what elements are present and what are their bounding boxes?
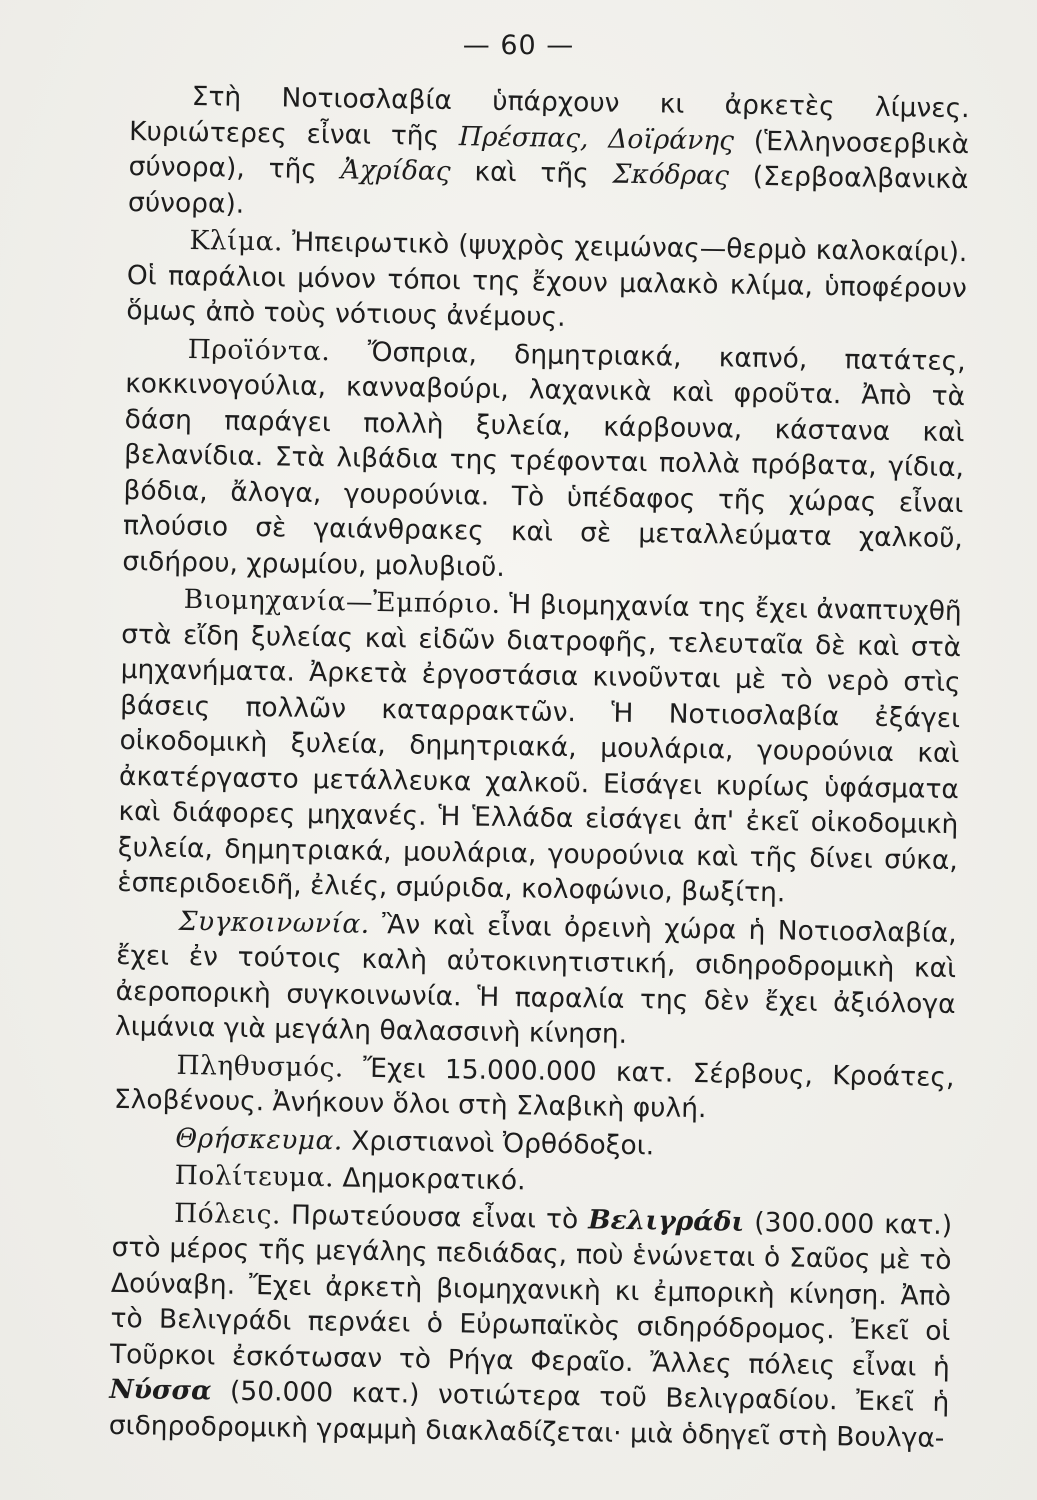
communication-heading: Συγκοινωνία. bbox=[178, 905, 370, 940]
paragraph-communication bbox=[115, 902, 957, 1057]
paragraph-products bbox=[122, 330, 966, 592]
products-text: Ὄσπρια, δημητριακά, καπνό, πατάτες, κοκκινογούλια, κανναβούρι, λαχανικὰ καὶ φροῦτα. Ἀπὸ τὰ δάση παράγει πολλὴ ξυλεία, κάρβουνα, κάστανα καὶ βελανίδια. Στὰ λιβάδια της τρέφονται πολλὰ πρόβατα, γίδια, βόδια, ἄλογα, γουρούνια. Τὸ ὑπέδαφος τῆς χώρας εἶναι πλούσιο σὲ γαιάνθρακες καὶ σὲ μεταλλεύματα χαλκοῦ, σιδήρου, χρωμίου, μολυβιοῦ. bbox=[122, 335, 966, 583]
city-name-nis: Νύσσα bbox=[109, 1373, 212, 1407]
cities-text-1: Πρωτεύουσα εἶναι τὸ bbox=[280, 1199, 589, 1235]
climate-heading: Κλίμα. bbox=[189, 224, 284, 258]
paragraph-industry bbox=[117, 581, 962, 914]
religion-heading: Θρήσκευμα. bbox=[175, 1122, 344, 1156]
industry-text: Ἡ βιομηχανία της ἔχει ἀναπτυχθῆ στὰ εἴδη ξυλείας καὶ εἰδῶν διατροφῆς, τελευταῖα δὲ καὶ στὰ μηχανήματα. Ἀρκετὰ ἐργοστάσια κινοῦνται μὲ τὸ νερὸ στὶς βάσεις πολλῶν καταρρακτῶν. Ἡ Νοτιοσλαβία ἐξάγει οἰκοδομικὴ ξυλεία, δημητριακά, μουλάρια, γουρούνια καὶ ἀκατέργαστο μετάλλευκα χαλκοῦ. Εἰσάγει κυρίως ὑφάσματα καὶ διάφορες μηχανές. Ἡ Ἑλλάδα εἰσάγει ἀπ' ἐκεῖ οἰκοδομικὴ ξυλεία, δημητριακά, μουλάρια, γουρούνια καὶ τῆς δίνει σύκα, ἑσπεριδοειδῆ, ἐλιές, σμύριδα, κολοφώνιο, βωξίτη. bbox=[117, 588, 962, 909]
cities-text-3: (50.000 κατ.) νοτιώτερα τοῦ Βελιγραδίου. Ἐκεῖ ἡ σιδηροδρομικὴ γραμμὴ διακλαδίζεται· μιὰ ὁδηγεῖ στὴ Βουλγα- bbox=[108, 1375, 950, 1454]
government-heading: Πολίτευμα. bbox=[174, 1159, 335, 1194]
industry-heading: Βιομηχανία—Ἐμπόριο. bbox=[183, 583, 501, 620]
city-name-belgrade: Βελιγράδι bbox=[588, 1203, 745, 1238]
paragraph-climate bbox=[126, 222, 968, 342]
paragraph-population bbox=[114, 1046, 955, 1130]
lakes-text-2: (Ἑλληνοσερβικὰ σύνορα), τῆς bbox=[128, 124, 970, 186]
cities-text-2: (300.000 κατ.) στὸ μέρος τῆς μεγάλης πεδιάδας, ποὺ ἑνώνεται ὁ Σαῦος μὲ τὸ Δούναβη. Ἔχει ἀρκετὴ βιομηχανικὴ κι ἐμπορικὴ κίνηση. Ἀπὸ τὸ Βελιγράδι περνάει ὁ Εὐρωπαϊκὸς σιδηρόδρομος. Ἐκεῖ οἱ Τοῦρκοι ἐσκότωσαν τὸ Ρήγα Φεραῖο. Ἄλλες πόλεις εἶναι ἡ bbox=[109, 1206, 953, 1383]
religion-text: Χριστιανοὶ Ὀρθόδοξοι. bbox=[342, 1124, 655, 1161]
cities-heading: Πόλεις. bbox=[173, 1197, 282, 1231]
products-heading: Προϊόντα. bbox=[187, 333, 331, 367]
lake-name-ohrid: Ἀχρίδας bbox=[340, 154, 451, 188]
lakes-text-3: καὶ τῆς bbox=[450, 156, 613, 190]
government-text: Δημοκρατικό. bbox=[333, 1162, 526, 1197]
communication-text: Ἂν καὶ εἶναι ὀρεινὴ χώρα ἡ Νοτιοσλαβία, ἔχει ἐν τούτοις καλὴ αὐτοκινητιστική, σιδηροδρομικὴ καὶ ἀεροπορικὴ συγκοινωνία. Ἡ παραλία της δὲν ἔχει ἀξιόλογα λιμάνια γιὰ μεγάλη θαλασσινὴ κίνηση. bbox=[114, 908, 957, 1050]
lake-name-skadar: Σκόδρας bbox=[612, 158, 730, 192]
paragraph-cities bbox=[109, 1194, 953, 1456]
climate-text: Ἠπειρωτικὸ (ψυχρὸς χειμώνας—θερμὸ καλοκαίρι). Οἱ παράλιοι μόνον τόποι της ἔχουν μαλακὸ κλίμα, ὑποφέρουν ὅμως ἀπὸ τοὺς νότιους ἀνέμους. bbox=[126, 226, 968, 333]
lakes-names-prespa-doirani: Πρέσπας, Δοϊράνης bbox=[458, 120, 735, 156]
page-number: — 60 — bbox=[462, 30, 575, 61]
paragraph-lakes bbox=[128, 78, 970, 233]
lakes-text-4: (Σερβοαλβανικὰ σύνορα). bbox=[127, 160, 969, 220]
population-text: Ἔχει 15.000.000 κατ. Σέρβους, Κροάτες, Σλοβένους. Ἀνήκουν ὅλοι στὴ Σλαβικὴ φυλή. bbox=[113, 1051, 955, 1125]
lakes-text-1: Στὴ Νοτιοσλαβία ὑπάρχουν κι ἀρκετὲς λίμνες. Κυριώτερες εἶναι τῆς bbox=[128, 80, 970, 152]
body-text bbox=[109, 78, 970, 1456]
population-heading: Πληθυσμός. bbox=[176, 1049, 345, 1083]
